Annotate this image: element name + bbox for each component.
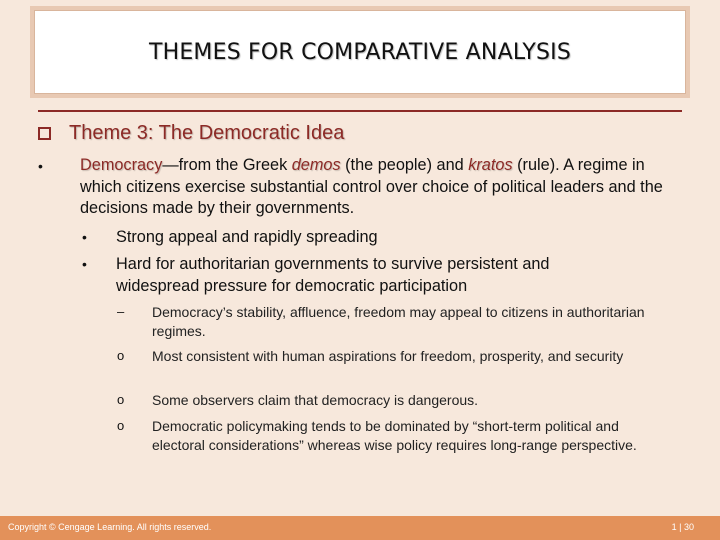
point-marker: o (117, 418, 125, 433)
slide-title: THEMES FOR COMPARATIVE ANALYSIS (148, 39, 572, 65)
theme-heading (38, 122, 344, 145)
point-marker: – (117, 304, 125, 319)
copyright-text: Copyright © Cengage Learning. All rights reserved. (8, 522, 212, 532)
definition-term: Democracy (80, 156, 163, 174)
point-3: Some observers claim that democracy is dangerous. (152, 392, 479, 408)
bullet-dot-icon: • (82, 229, 87, 245)
sub-bullet-2: Hard for authoritarian governments to survive persistent and widespread pressure for democratic participation (116, 255, 550, 295)
title-frame (30, 6, 690, 98)
checkbox-bullet-icon (38, 127, 51, 140)
bullet-dot-icon: • (38, 158, 43, 174)
greek-word-demos: demos (291, 156, 341, 174)
definition-part3: (rule). A regime in which citizens exercise substantial control over choice of political leaders and the decisions made by their governments. (80, 156, 663, 217)
heading-text: Theme 3: The Democratic Idea (69, 122, 345, 144)
page-number: 1 | 30 (671, 522, 694, 532)
definition-part1: —from the Greek (162, 156, 292, 174)
title-divider (38, 110, 682, 112)
footer-bar (0, 516, 720, 540)
point-1: Democracy’s stability, affluence, freedom may appeal to citizens in authoritarian regimes. (152, 304, 645, 339)
definition-part2: (the people) and (340, 156, 469, 174)
bullet-dot-icon: • (82, 256, 87, 272)
greek-word-kratos: kratos (468, 156, 513, 174)
definition-paragraph (80, 155, 690, 220)
point-4: Democratic policymaking tends to be dominated by “short-term political and electoral considerations” whereas wise policy requires long-range perspective. (152, 418, 637, 453)
point-marker: o (117, 392, 125, 407)
point-marker: o (117, 348, 125, 363)
sub-bullet-1: Strong appeal and rapidly spreading (116, 228, 378, 246)
point-2: Most consistent with human aspirations for freedom, prosperity, and security (152, 348, 624, 364)
title-box (34, 10, 686, 94)
